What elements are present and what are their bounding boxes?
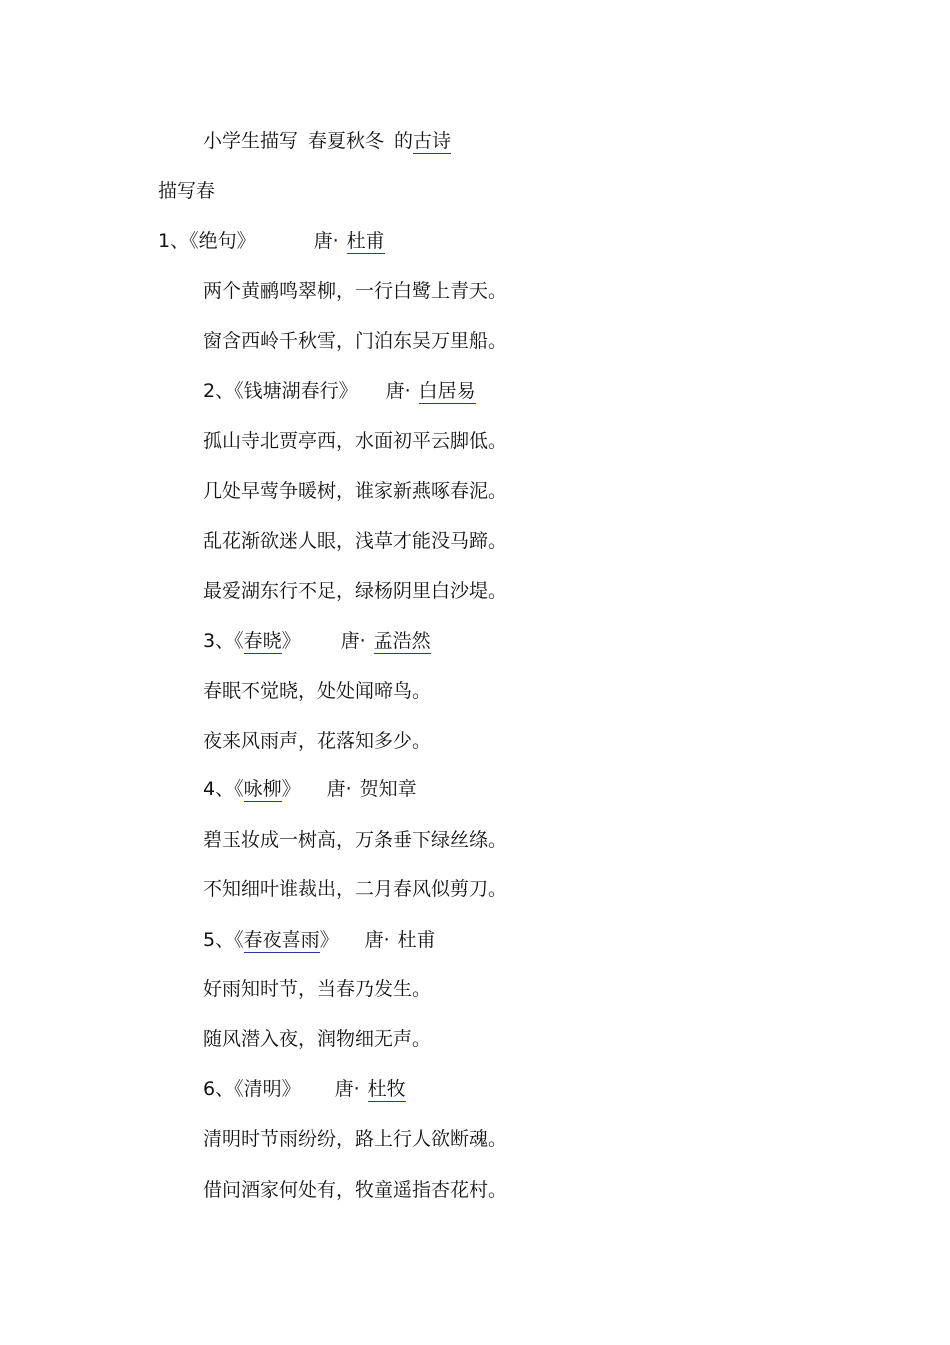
poem-5-line-2: 随风潜入夜，润物细无声。 — [203, 1028, 432, 1050]
poem-2-title: 2、《钱塘湖春行》 — [203, 380, 358, 402]
title-link-ancient-poems[interactable]: 古诗 — [413, 130, 452, 152]
poem-3-author-link[interactable]: 孟浩然 — [373, 630, 431, 652]
poem-5-line-1: 好雨知时节，当春乃发生。 — [203, 978, 432, 1000]
title-part-2: 春夏秋冬 — [308, 130, 385, 152]
poem-1-line-1: 两个黄鹂鸣翠柳，一行白鹭上青天。 — [203, 280, 508, 302]
poem-5-title-close: 》 — [319, 929, 339, 951]
poem-1-line-2: 窗含西岭千秋雪，门泊东吴万里船。 — [203, 330, 508, 352]
poem-2-line-1: 孤山寺北贾亭西，水面初平云脚低。 — [203, 430, 508, 452]
poem-2-line-4: 最爱湖东行不足，绿杨阴里白沙堤。 — [203, 580, 508, 602]
poem-4-dynasty: 唐· — [326, 778, 352, 800]
poem-4-author: 贺知章 — [359, 778, 417, 800]
poem-5-heading — [203, 927, 436, 953]
poem-1-dynasty: 唐· — [313, 230, 339, 252]
poem-5-title-link[interactable]: 春夜喜雨 — [243, 929, 320, 951]
poem-4-line-1: 碧玉妆成一树高，万条垂下绿丝绦。 — [203, 829, 508, 851]
poem-3-line-2: 夜来风雨声，花落知多少。 — [203, 730, 432, 752]
poem-4-title-close: 》 — [281, 778, 301, 800]
poem-1-heading — [158, 228, 385, 254]
poem-5-dynasty: 唐· — [364, 929, 390, 951]
poem-3-heading — [203, 628, 431, 654]
poem-6-title: 6、《清明》 — [203, 1078, 301, 1100]
poem-2-heading — [203, 378, 476, 404]
title-part-3: 的 — [394, 130, 414, 152]
poem-4-line-2: 不知细叶谁裁出，二月春风似剪刀。 — [203, 878, 508, 900]
poem-6-heading — [203, 1076, 406, 1102]
poem-3-line-1: 春眠不觉晓，处处闻啼鸟。 — [203, 680, 432, 702]
poem-4-number: 4、《 — [203, 778, 244, 800]
title-part-1: 小学生描写 — [203, 130, 299, 152]
poem-3-dynasty: 唐· — [340, 630, 366, 652]
poem-6-dynasty: 唐· — [334, 1078, 360, 1100]
poem-6-line-1: 清明时节雨纷纷，路上行人欲断魂。 — [203, 1128, 508, 1150]
poem-2-line-2: 几处早莺争暖树，谁家新燕啄春泥。 — [203, 480, 508, 502]
poem-3-number: 3、《 — [203, 630, 244, 652]
poem-2-line-3: 乱花渐欲迷人眼，浅草才能没马蹄。 — [203, 530, 508, 552]
poem-2-dynasty: 唐· — [385, 380, 411, 402]
poem-3-title-close: 》 — [281, 630, 301, 652]
poem-6-line-2: 借问酒家何处有，牧童遥指杏花村。 — [203, 1179, 508, 1201]
poem-6-author-link[interactable]: 杜牧 — [367, 1078, 406, 1100]
poem-4-heading — [203, 776, 417, 802]
poem-3-title-link[interactable]: 春晓 — [243, 630, 282, 652]
poem-2-author-link[interactable]: 白居易 — [418, 380, 476, 402]
poem-5-author: 杜甫 — [397, 929, 436, 951]
poem-1-author-link[interactable]: 杜甫 — [346, 230, 385, 252]
poem-4-title-link[interactable]: 咏柳 — [243, 778, 282, 800]
section-heading: 描写春 — [158, 180, 216, 202]
document-title — [203, 128, 451, 154]
poem-1-title: 1、《绝句》 — [158, 230, 256, 252]
poem-5-number: 5、《 — [203, 929, 244, 951]
